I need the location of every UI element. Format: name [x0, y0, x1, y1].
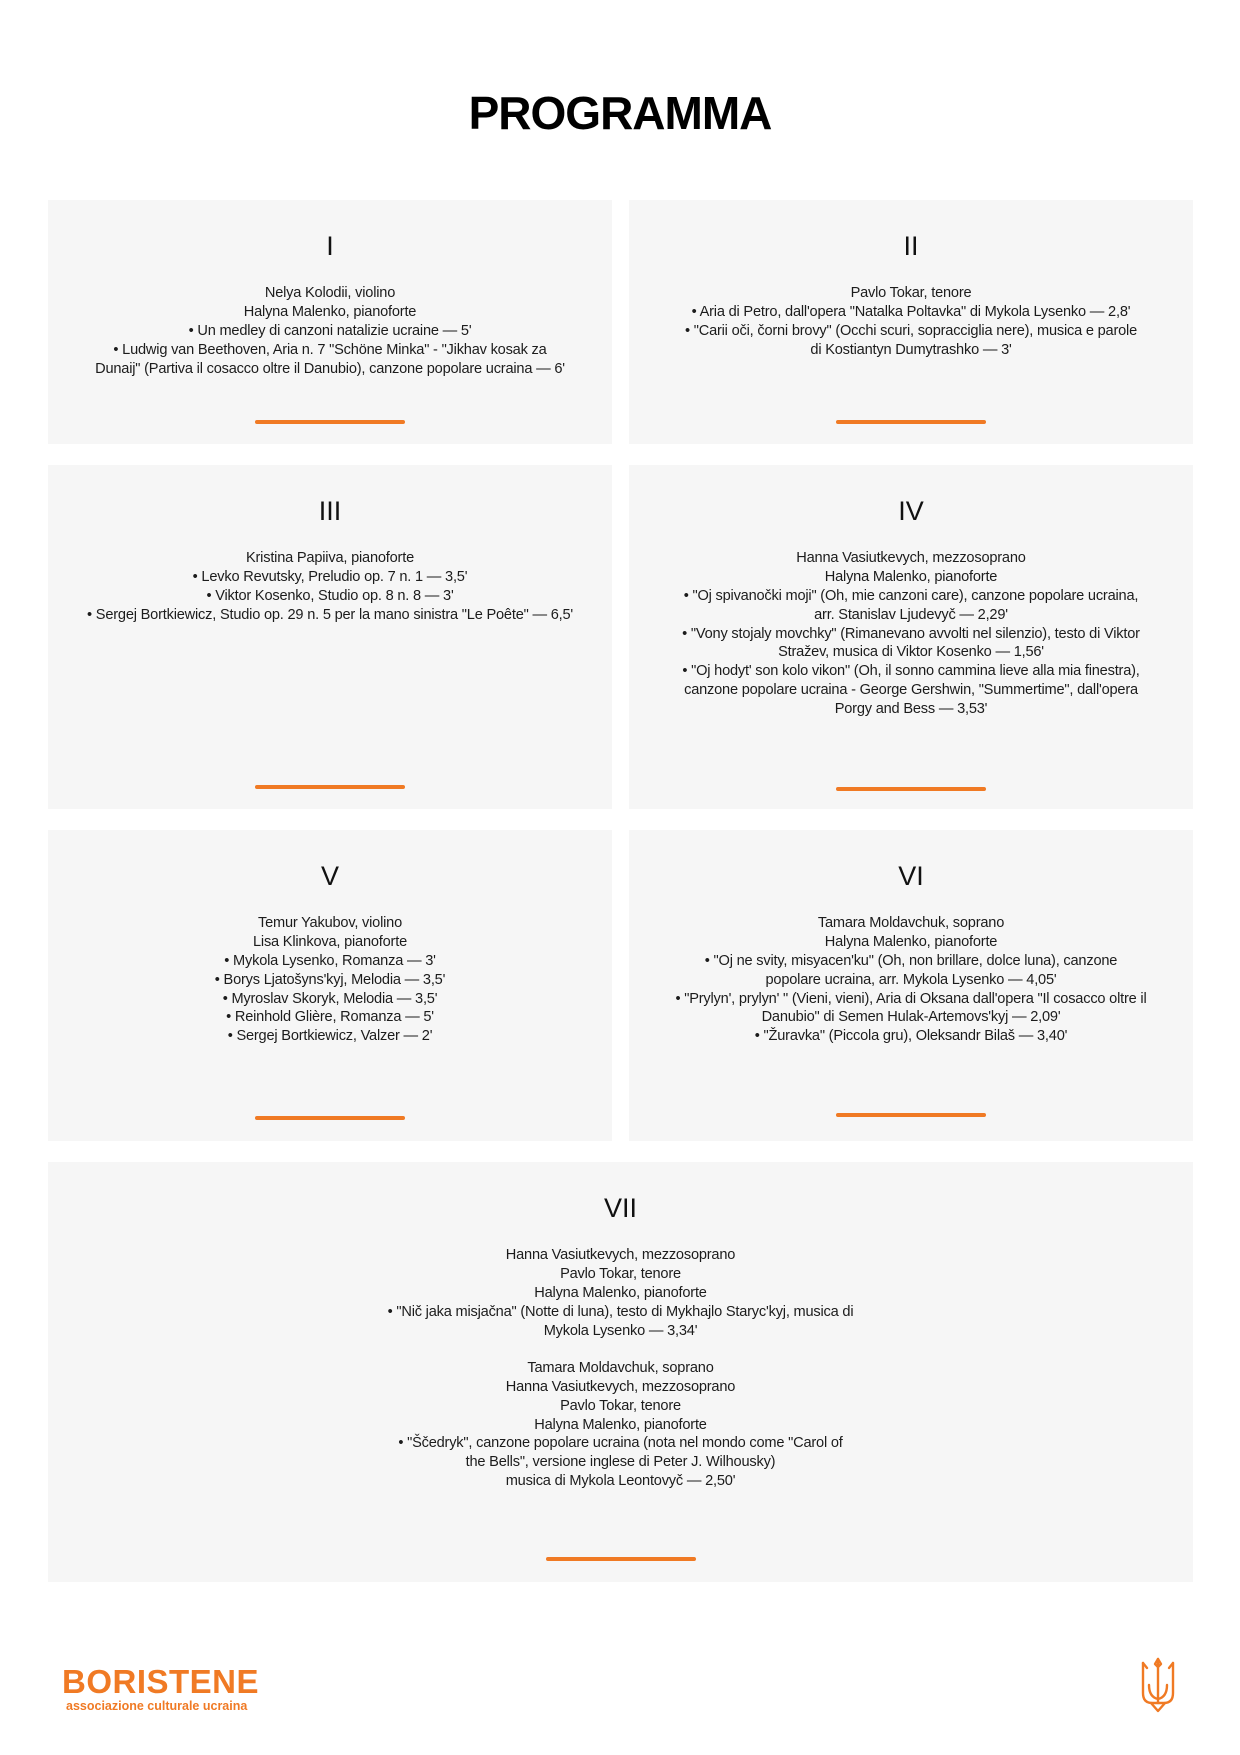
- section-line: Lisa Klinkova, pianoforte: [252, 934, 407, 951]
- boristene-logo: [62, 1665, 259, 1713]
- section-numeral: VI: [898, 861, 924, 891]
- section-line: Pavlo Tokar, tenore: [560, 1397, 681, 1414]
- section-line: canzone popolare ucraina - George Gershwin, "Summertime", dall'opera: [684, 681, 1138, 698]
- section-divider: [836, 1113, 986, 1117]
- section-line: Halyna Malenko, pianoforte: [824, 569, 998, 586]
- section-line: • Un medley di canzoni natalizie ucraine — 5': [188, 322, 472, 339]
- section-numeral: II: [903, 231, 919, 261]
- section-line: Stražev, musica di Viktor Kosenko — 1,56': [778, 644, 1044, 661]
- section-line: Mykola Lysenko — 3,34': [543, 1322, 698, 1339]
- line-gap: [378, 1340, 863, 1359]
- section-body: [74, 914, 586, 1046]
- section-line: • Mykola Lysenko, Romanza — 3': [224, 952, 436, 969]
- program-section-2: [629, 200, 1193, 444]
- section-line: Kristina Papiiva, pianoforte: [245, 550, 414, 567]
- logo-subtitle: associazione culturale ucraina: [66, 1699, 248, 1713]
- program-section-3: [48, 465, 612, 809]
- section-body: [655, 914, 1167, 1046]
- section-divider: [255, 420, 405, 424]
- trident-icon: [1138, 1655, 1178, 1715]
- section-numeral: V: [320, 861, 339, 891]
- section-line: • "Nič jaka misjačna" (Notte di luna), testo di Mykhajlo Staryc'kyj, musica di: [387, 1303, 854, 1320]
- section-body: [655, 549, 1167, 718]
- section-line: the Bells", versione inglese di Peter J. Wilhousky): [465, 1454, 776, 1471]
- section-line: Tamara Moldavchuk, soprano: [817, 915, 1005, 932]
- section-body: [74, 284, 586, 378]
- section-line: • Aria di Petro, dall'opera "Natalka Poltavka" di Mykola Lysenko — 2,8': [691, 304, 1131, 321]
- section-line: • "Oj hodyt' son kolo vikon" (Oh, il sonno cammina lieve alla mia finestra),: [682, 663, 1140, 680]
- section-line: Tamara Moldavchuk, soprano: [527, 1360, 714, 1377]
- section-numeral: I: [326, 231, 334, 261]
- section-divider: [836, 420, 986, 424]
- section-line: Nelya Kolodii, violino: [264, 285, 396, 302]
- section-divider: [546, 1557, 696, 1561]
- page-title: PROGRAMMA: [468, 87, 772, 139]
- section-line: • Reinhold Glière, Romanza — 5': [226, 1009, 434, 1026]
- section-line: Halyna Malenko, pianoforte: [534, 1284, 707, 1301]
- section-line: • "Ščedryk", canzone popolare ucraina (nota nel mondo come "Carol of: [398, 1435, 843, 1452]
- section-line: • "Oj ne svity, misyacen'ku" (Oh, non brillare, dolce luna), canzone: [704, 952, 1118, 969]
- program-section-4: [629, 465, 1193, 809]
- section-line: • "Oj spivanočki moji" (Oh, mie canzoni care), canzone popolare ucraina,: [683, 587, 1139, 604]
- program-section-6: [629, 830, 1193, 1141]
- section-body: [74, 549, 586, 624]
- section-line: Halyna Malenko, pianoforte: [824, 934, 998, 951]
- section-body: [378, 1246, 863, 1490]
- section-line: • Sergej Bortkiewicz, Studio op. 29 n. 5 per la mano sinistra "Le Poête" — 6,5': [87, 606, 573, 623]
- section-line: di Kostiantyn Dumytrashko — 3': [810, 341, 1012, 358]
- program-section-7: [48, 1162, 1193, 1582]
- section-line: • Levko Revutsky, Preludio op. 7 n. 1 — 3,5': [192, 569, 468, 586]
- section-line: Temur Yakubov, violino: [257, 915, 403, 932]
- section-line: arr. Stanislav Ljudevyč — 2,29': [814, 606, 1008, 623]
- section-line: • Myroslav Skoryk, Melodia — 3,5': [222, 990, 438, 1007]
- section-line: Hanna Vasiutkevych, mezzosoprano: [505, 1247, 736, 1264]
- section-line: Hanna Vasiutkevych, mezzosoprano: [796, 550, 1026, 567]
- program-section-1: [48, 200, 612, 444]
- section-line: • Viktor Kosenko, Studio op. 8 n. 8 — 3': [206, 587, 454, 604]
- section-line: • "Carii oči, čorni brovy" (Occhi scuri, sopracciglia nere), musica e parole: [684, 322, 1138, 339]
- section-line: Pavlo Tokar, tenore: [560, 1266, 681, 1283]
- logo-name: BORISTENE: [62, 1663, 260, 1700]
- program-section-5: [48, 830, 612, 1141]
- section-line: • "Žuravka" (Piccola gru), Oleksandr Bilaš — 3,40': [754, 1028, 1068, 1045]
- section-line: • Borys Ljatošyns'kyj, Melodia — 3,5': [214, 971, 446, 988]
- section-line: popolare ucraina, arr. Mykola Lysenko — 4,05': [765, 971, 1057, 988]
- section-line: Pavlo Tokar, tenore: [850, 285, 972, 302]
- section-body: [655, 284, 1167, 359]
- section-line: Dunaij" (Partiva il cosacco oltre il Danubio), canzone popolare ucraina — 6': [95, 360, 565, 377]
- section-numeral: VII: [603, 1193, 637, 1223]
- section-divider: [255, 1116, 405, 1120]
- section-line: Hanna Vasiutkevych, mezzosoprano: [505, 1378, 736, 1395]
- section-line: • "Prylyn', prylyn' " (Vieni, vieni), Aria di Oksana dall'opera "Il cosacco oltre il: [675, 990, 1147, 1007]
- section-line: musica di Mykola Leontovyč — 2,50': [505, 1472, 736, 1489]
- section-line: • Ludwig van Beethoven, Aria n. 7 "Schöne Minka" - "Jikhav kosak za: [113, 341, 547, 358]
- section-line: Halyna Malenko, pianoforte: [534, 1416, 707, 1433]
- section-line: • "Vony stojaly movchky" (Rimanevano avvolti nel silenzio), testo di Viktor: [682, 625, 1140, 642]
- section-divider: [836, 787, 986, 791]
- section-line: • Sergej Bortkiewicz, Valzer — 2': [227, 1028, 433, 1045]
- section-line: Porgy and Bess — 3,53': [834, 700, 988, 717]
- section-numeral: IV: [898, 496, 924, 526]
- section-line: Danubio" di Semen Hulak-Artemovs'kyj — 2,09': [761, 1009, 1061, 1026]
- section-line: Halyna Malenko, pianoforte: [243, 304, 417, 321]
- section-numeral: III: [318, 496, 342, 526]
- section-divider: [255, 785, 405, 789]
